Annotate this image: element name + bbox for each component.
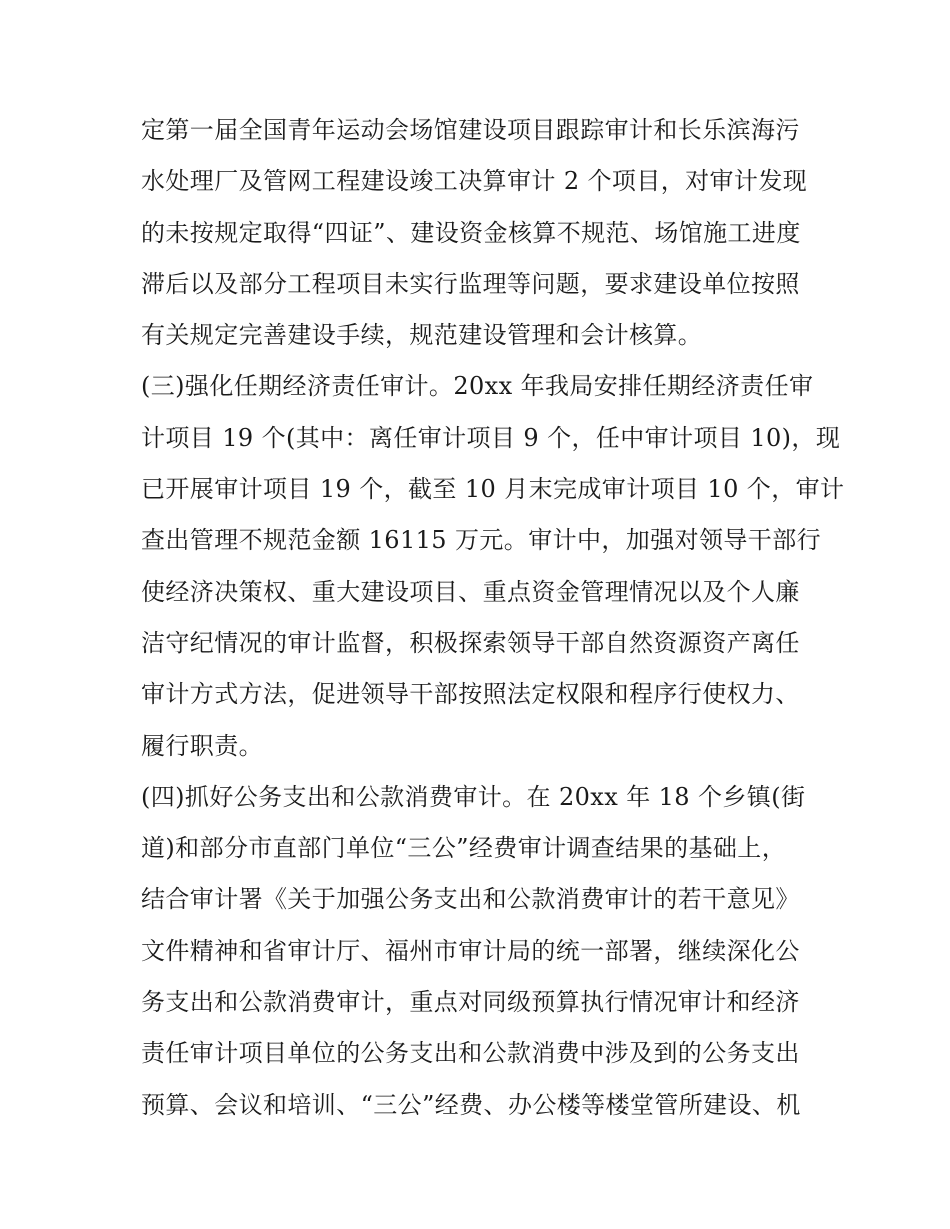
text-line: 结合审计署《关于加强公务支出和公款消费审计的若干意见》 [141,885,800,914]
text-line: 预算、会议和培训、“三公”经费、办公楼等楼堂管所建设、机 [141,1090,801,1119]
text-line: 文件精神和省审计厅、福州市审计局的统一部署，继续深化公 [141,936,800,965]
body-text [141,105,845,1131]
text-line: 查出管理不规范金额 16115 万元。审计中，加强对领导干部行 [141,526,822,555]
section-heading-line: (四)抓好公务支出和公款消费审计。在 20xx 年 18 个乡镇(街 [141,782,806,811]
text-line: 使经济决策权、重大建设项目、重点资金管理情况以及个人廉 [141,577,800,606]
text-line: 的未按规定取得“四证”、建设资金核算不规范、场馆施工进度 [141,218,801,247]
text-line: 计项目 19 个(其中：离任审计项目 9 个，任中审计项目 10)，现 [141,423,841,452]
text-line: 履行职责。 [141,731,263,760]
text-line: 水处理厂及管网工程建设竣工决算审计 2 个项目，对审计发现 [141,167,808,196]
text-line: 责任审计项目单位的公务支出和公款消费中涉及到的公务支出 [141,1039,800,1068]
text-line: 已开展审计项目 19 个，截至 10 月末完成审计项目 10 个，审计 [141,475,845,504]
text-line: 滞后以及部分工程项目未实行监理等问题，要求建设单位按照 [141,269,800,298]
text-line: 道)和部分市直部门单位“三公”经费审计调查结果的基础上， [141,834,787,863]
text-line: 务支出和公款消费审计，重点对同级预算执行情况审计和经济 [141,988,800,1017]
text-line: 洁守纪情况的审计监督，积极探索领导干部自然资源资产离任 [141,628,800,657]
text-line: 审计方式方法，促进领导干部按照法定权限和程序行使权力、 [141,680,800,709]
text-line: 定第一届全国青年运动会场馆建设项目跟踪审计和长乐滨海污 [141,116,800,144]
section-heading-line: (三)强化任期经济责任审计。20xx 年我局安排任期经济责任审 [141,372,814,401]
text-line: 有关规定完善建设手续，规范建设管理和会计核算。 [141,321,703,350]
